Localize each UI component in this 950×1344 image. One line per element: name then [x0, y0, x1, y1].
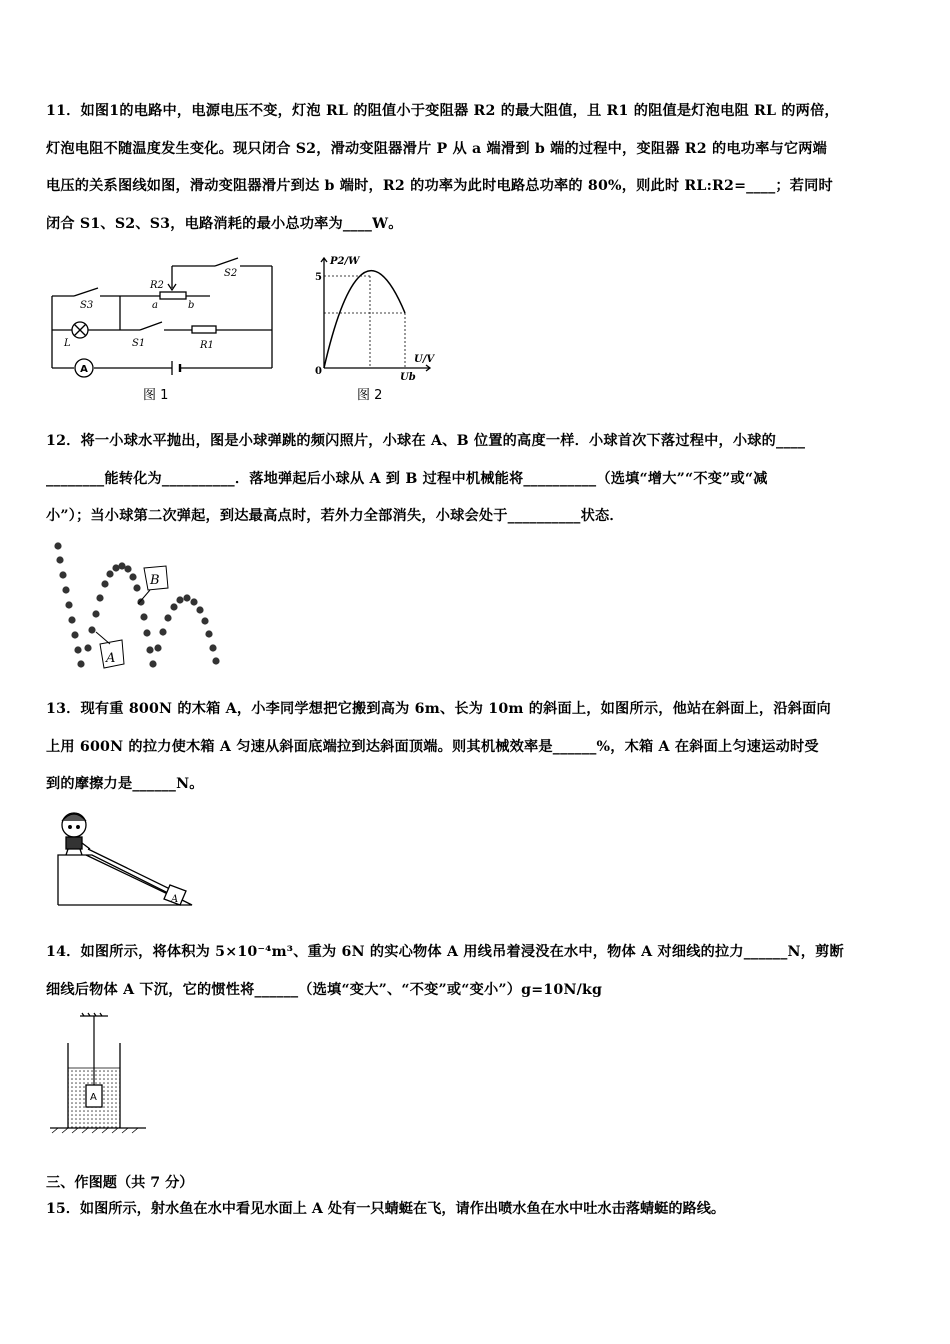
bouncing-ball-figure	[48, 540, 228, 680]
q12-line-1: 12．将一小球水平抛出，图是小球弹跳的频闪照片，小球在 A、B 位置的高度一样．小球首次下落过程中，小球的____	[46, 433, 806, 449]
switch-s2-label: S2	[224, 268, 238, 279]
incline-figure	[52, 805, 202, 910]
q12-line-3: 小”）；当小球第二次弹起，到达最高点时，若外力全部消失，小球会处于__________状态．	[46, 508, 624, 524]
x-tick-ub: Ub	[400, 372, 416, 383]
q12-line-2: ________能转化为__________．落地弹起后小球从 A 到 B 过程中机械能将__________（选填“增大”“不变”或“减	[46, 470, 768, 487]
q11-line-2: 灯泡电阻不随温度发生变化。现只闭合 S2，滑动变阻器滑片 P 从 a 端滑到 b 端的过程中，变阻器 R2 的电功率与它两端	[46, 140, 828, 157]
x-axis-label: U/V	[414, 354, 435, 365]
question-14	[46, 934, 908, 1009]
question-15: 15．如图所示，射水鱼在水中看见水面上 A 处有一只蜻蜓在飞，请作出喷水鱼在水中吐水击落蜻蜓的路线。	[46, 1201, 726, 1217]
q13-line-3: 到的摩擦力是______N。	[46, 776, 204, 792]
section-3-title: 三、作图题（共 7 分）	[46, 1175, 194, 1191]
q13-line-1: 13．现有重 800N 的木箱 A，小李同学想把它搬到高为 6m、长为 10m 的斜面上，如图所示，他站在斜面上，沿斜面向	[46, 701, 831, 717]
question-12	[46, 423, 908, 536]
q14-line-2: 细线后物体 A 下沉，它的惯性将______（选填“变大”、“不变”或“变小”）g=10N/kg	[46, 981, 603, 998]
y-axis-label: P2/W	[330, 256, 360, 267]
circuit-diagram	[50, 258, 280, 383]
resistor-r1-label: R1	[200, 340, 214, 351]
terminal-a-label: a	[152, 300, 158, 311]
origin-label: 0	[315, 366, 322, 377]
resistor-r2-label: R2	[150, 280, 164, 291]
terminal-b-label: b	[188, 300, 195, 311]
y-tick-5: 5	[315, 272, 322, 283]
ball-label-b: B	[150, 573, 160, 588]
beaker-figure	[50, 1013, 150, 1138]
q11-line-1: 11．如图1的电路中，电源电压不变，灯泡 RL 的阻值小于变阻器 R2 的最大阻值，且 R1 的阻值是灯泡电阻 RL 的两倍，	[46, 103, 839, 119]
power-voltage-graph	[310, 248, 445, 383]
q14-line-1: 14．如图所示，将体积为 5×10⁻⁴m³、重为 6N 的实心物体 A 用线吊着浸没在水中，物体 A 对细线的拉力______N，剪断	[46, 944, 844, 960]
q11-line-4: 闭合 S1、S2、S3，电路消耗的最小总功率为____W。	[46, 215, 403, 232]
switch-s1-label: S1	[132, 338, 146, 349]
bouncing-ball-svg	[48, 540, 228, 680]
incline-box-label: A	[171, 894, 179, 905]
question-13	[46, 691, 908, 804]
circuit-figure	[50, 258, 280, 383]
question-11	[46, 93, 908, 243]
figure-2-caption: 图 2	[357, 388, 383, 403]
beaker-svg	[50, 1013, 150, 1138]
graph-svg	[310, 248, 445, 383]
ammeter-label: A	[80, 364, 88, 375]
figure-1-caption: 图 1	[143, 388, 169, 403]
q13-line-2: 上用 600N 的拉力使木箱 A 匀速从斜面底端拉到达斜面顶端。则其机械效率是______%，木箱 A 在斜面上匀速运动时受	[46, 738, 819, 755]
lamp-l-label: L	[64, 338, 71, 349]
q11-line-3: 电压的关系图线如图，滑动变阻器滑片到达 b 端时，R2 的功率为此时电路总功率的 80%，则此时 RL:R2=____；若同时	[46, 178, 833, 194]
incline-svg	[52, 805, 202, 910]
ball-label-a: A	[106, 651, 116, 666]
switch-s3-label: S3	[80, 300, 94, 311]
beaker-box-label: A	[90, 1092, 97, 1103]
